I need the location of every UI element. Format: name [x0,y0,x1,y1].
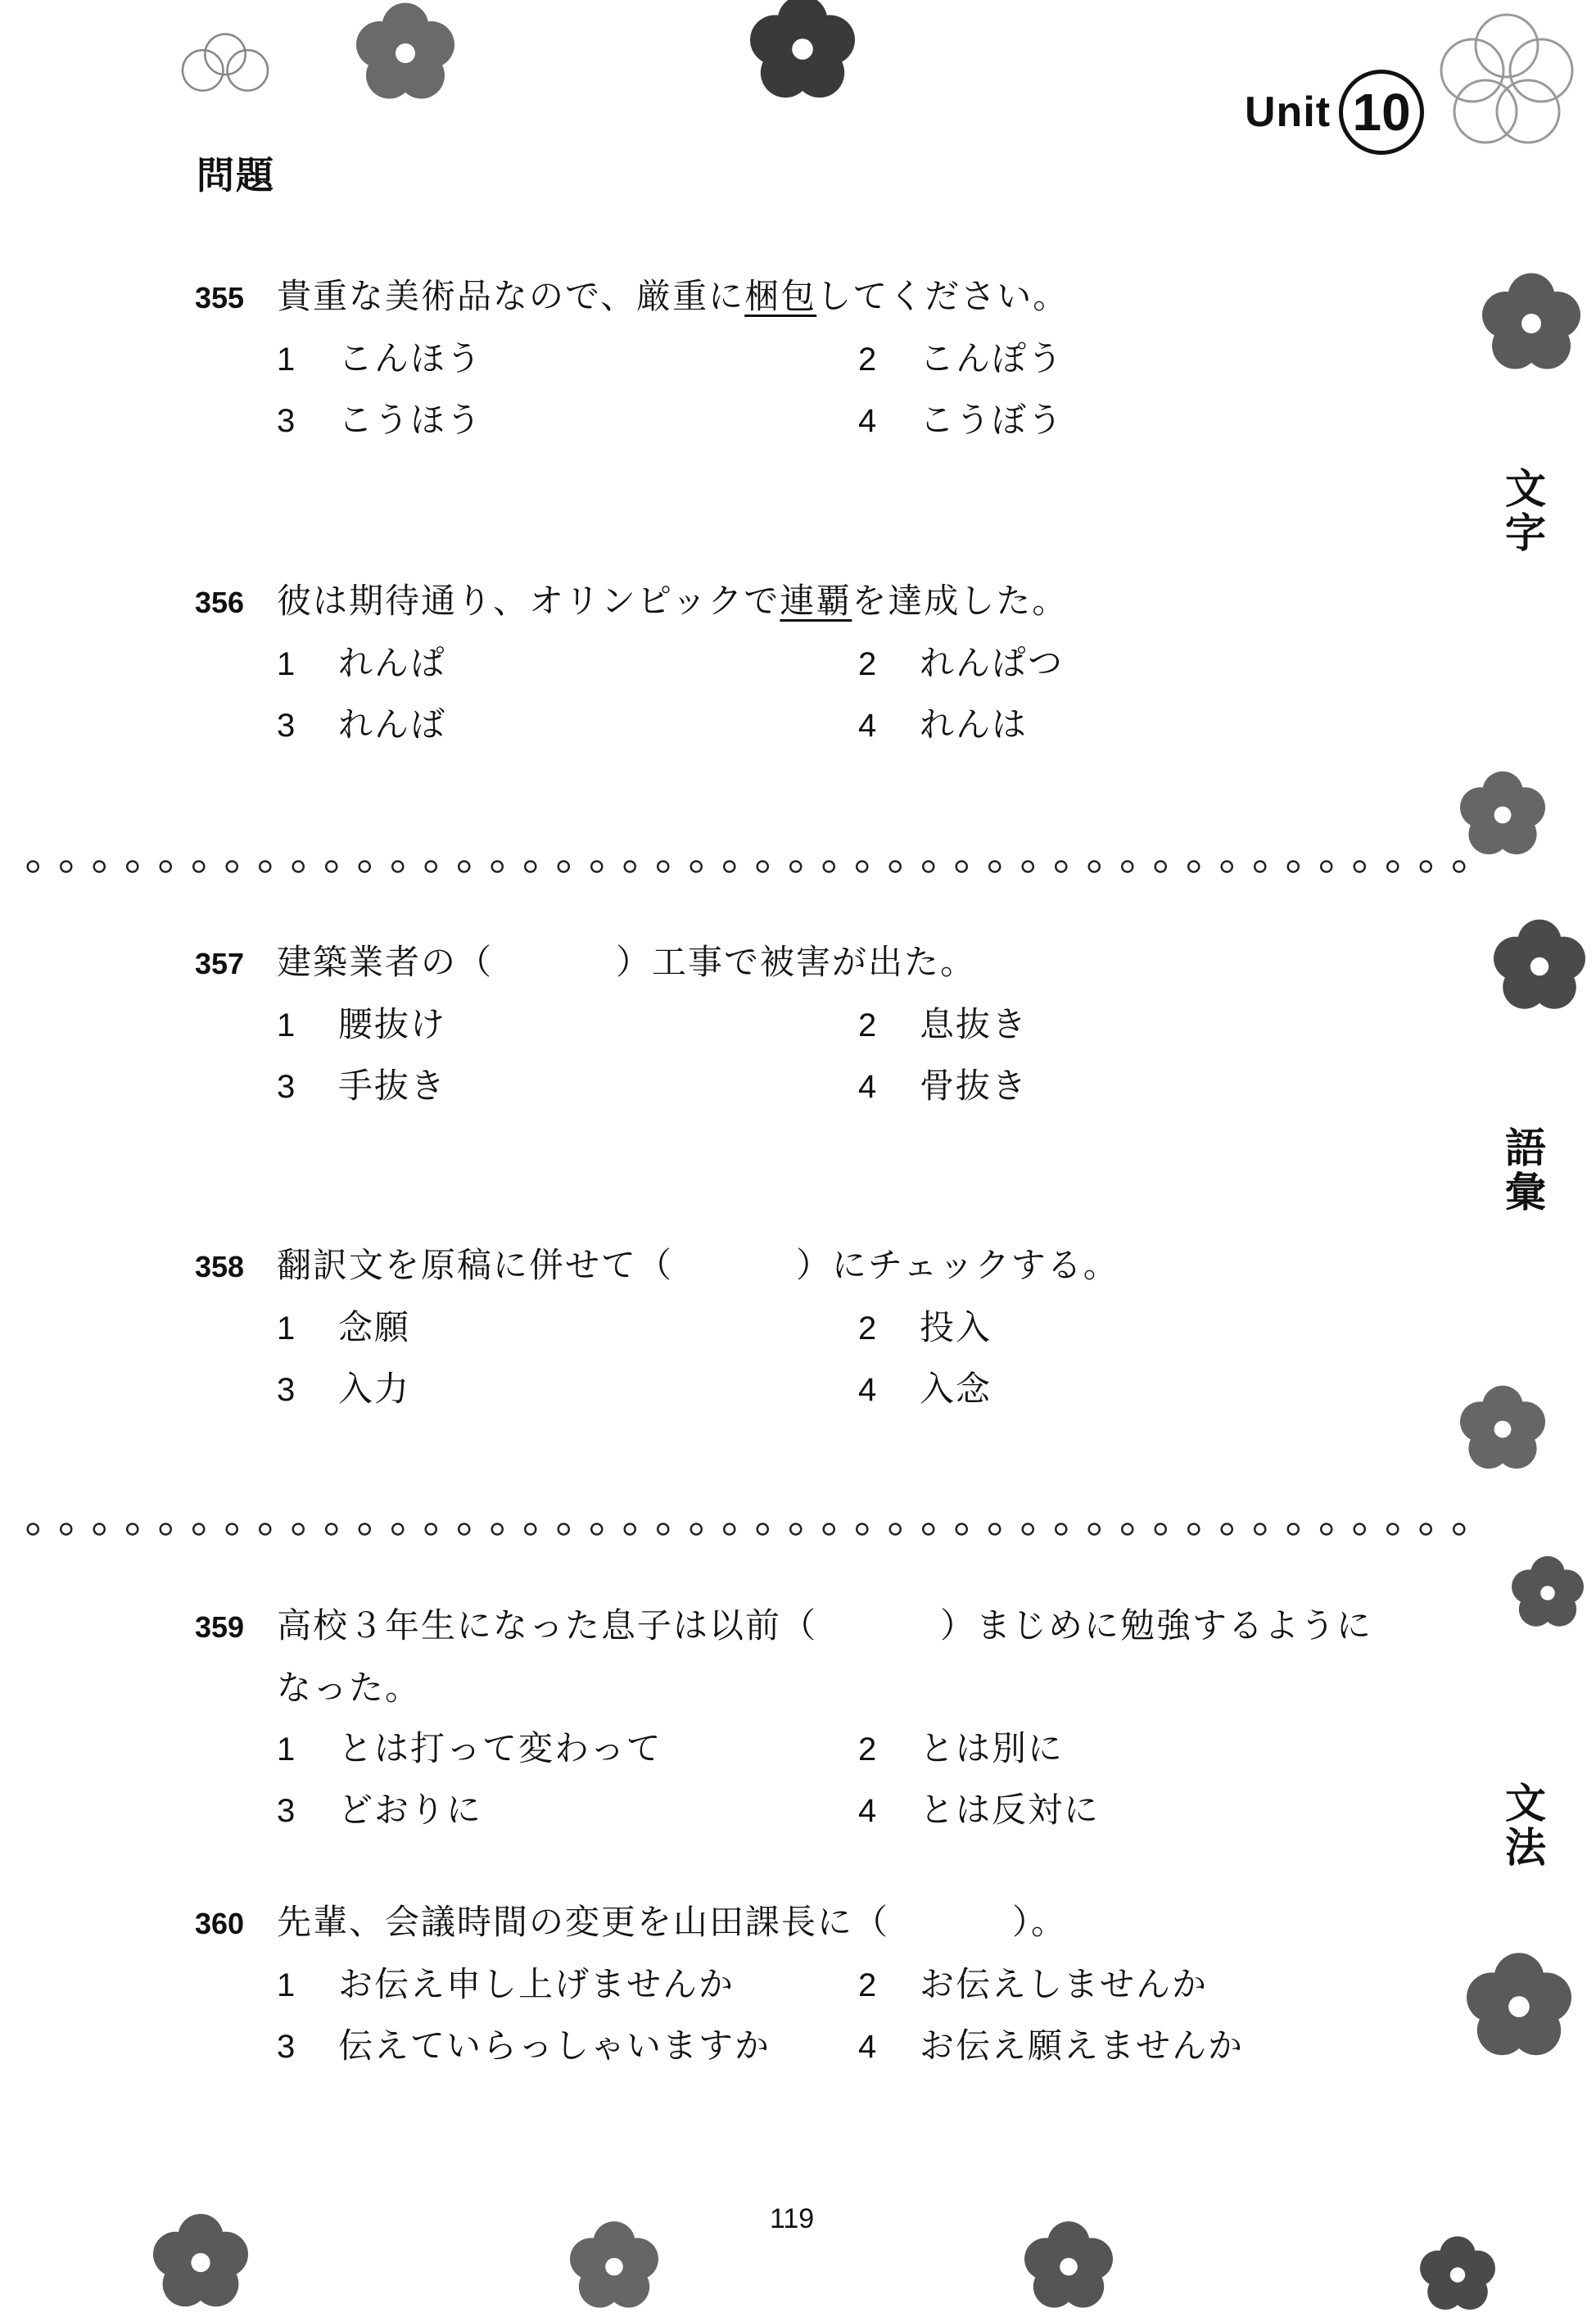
answer-options [277,1718,1423,1841]
answer-options [277,1954,1423,2077]
answer-options [277,994,1423,1117]
answer-option[interactable]: 3 入力 [277,1369,411,1409]
flower-decoration-icon [1449,762,1556,868]
flower-decoration-icon [1449,1376,1556,1482]
question-355 [195,266,1423,451]
dotted-separator [16,858,1466,875]
flower-decoration-icon [1007,2211,1130,2322]
question-number: 359 [195,1610,245,1644]
answer-option[interactable]: 4 入念 [858,1369,992,1409]
answer-option[interactable]: 4 こうぼう [858,400,1065,440]
question-number: 356 [195,586,245,619]
answer-option[interactable]: 1 念願 [277,1307,411,1347]
question-text: 翻訳文を原稿に併せて（ ）にチェックする。 [277,1245,1119,1285]
question-text: 貴重な美術品なので、厳重に梱包してください。 [277,276,1069,316]
underlined-word: 梱包 [744,276,817,316]
dotted-separator [16,1521,1466,1537]
answer-options [277,328,1423,451]
flower-decoration-icon [1482,909,1596,1024]
side-tab-moji: 文字 [1505,465,1546,557]
answer-option[interactable]: 2 とは別に [858,1728,1065,1768]
question-360 [195,1892,1423,2077]
question-text: 先輩、会議時間の変更を山田課長に（ ）。 [277,1902,1068,1942]
underlined-word: 連覇 [780,581,852,621]
question-text: 高校３年生になった息子は以前（ ）まじめに勉強するように [277,1605,1373,1645]
answer-option[interactable]: 4 お伝え願えませんか [858,2026,1245,2066]
question-text: 彼は期待通り、オリンピックで連覇を達成した。 [277,581,1069,621]
flower-outline-decoration-icon [1425,0,1589,164]
flower-decoration-icon [557,2211,671,2322]
answer-option[interactable]: 2 こんぽう [858,338,1065,378]
unit-label: Unit [1245,88,1332,136]
question-text: 建築業者の（ ）工事で被害が出た。 [277,942,977,982]
unit-badge [1245,70,1424,155]
answer-option[interactable]: 4 とは反対に [858,1790,1101,1830]
question-number: 360 [195,1907,245,1940]
answer-option[interactable]: 2 お伝えしませんか [858,1964,1209,2004]
flower-decoration-icon [1503,1540,1593,1646]
answer-option[interactable]: 4 骨抜き [858,1066,1029,1106]
answer-option[interactable]: 2 投入 [858,1307,992,1347]
answer-option[interactable]: 1 お伝え申し上げませんか [277,1964,735,2004]
question-356 [195,571,1423,756]
flower-decoration-icon [1470,262,1593,385]
question-359 [195,1596,1423,1841]
answer-option[interactable]: 1 腰抜け [277,1004,447,1044]
question-number: 357 [195,947,245,980]
side-tab-bunpo: 文法 [1505,1780,1546,1872]
flower-decoration-icon [1376,2228,1539,2322]
unit-number: 10 [1339,70,1424,155]
answer-option[interactable]: 1 こんほう [277,338,483,378]
answer-option[interactable]: 3 こうほう [277,400,483,440]
answer-option[interactable]: 1 とは打って変わって [277,1728,662,1768]
question-text-continuation: なった。 [277,1668,422,1708]
flower-outline-decoration-icon [164,25,287,131]
answer-options [277,633,1423,756]
answer-option[interactable]: 3 どおりに [277,1790,483,1830]
section-title: 問題 [197,153,275,197]
answer-option[interactable]: 2 れんぱつ [858,643,1065,683]
flower-decoration-icon [131,2203,270,2322]
flower-decoration-icon [1454,1941,1585,2072]
side-tab-goi: 語彙 [1505,1125,1546,1216]
answer-option[interactable]: 2 息抜き [858,1004,1029,1044]
answer-option[interactable]: 3 伝えていらっしゃいますか [277,2026,771,2066]
answer-option[interactable]: 3 れんば [277,704,447,745]
answer-option[interactable]: 1 れんぱ [277,643,447,683]
flower-decoration-icon [737,0,868,115]
question-358 [195,1235,1423,1420]
answer-options [277,1297,1423,1420]
flower-decoration-icon [344,0,467,115]
answer-option[interactable]: 3 手抜き [277,1066,447,1106]
answer-option[interactable]: 4 れんは [858,704,1029,745]
question-number: 355 [195,281,245,315]
page-number: 119 [770,2203,815,2234]
question-357 [195,932,1423,1117]
question-number: 358 [195,1250,245,1283]
